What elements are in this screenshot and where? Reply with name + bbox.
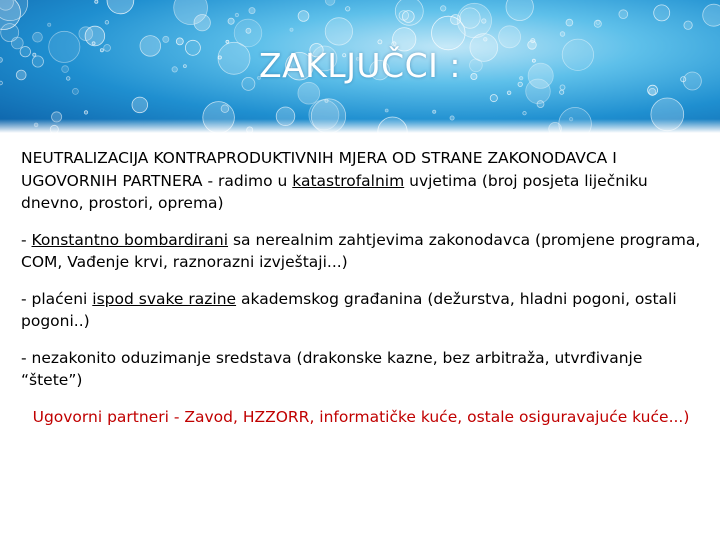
bubble [484,38,488,42]
bubble [235,13,238,16]
bubble [402,11,414,23]
bubble [499,26,521,48]
bubble [226,40,229,43]
paragraph-placeni [21,288,701,333]
bubble [490,95,497,102]
bubble [132,97,148,113]
bubble [298,11,309,22]
paragraph-neutralizacija [21,147,701,215]
bubble [523,112,526,115]
bubble [105,21,109,25]
paragraph-text: uvjetima (broj posjeta liječniku dnevno, prostori, oprema) [21,171,648,212]
header-fade [0,119,720,133]
slide-title: ZAKLJUČCI : [258,46,462,85]
paragraph-text: - [21,230,32,249]
underlined-text: ispod svake razine [92,289,237,308]
bubble [290,28,293,31]
bubble [506,0,533,21]
bubble [33,32,43,42]
bubble [703,4,720,26]
paragraph-bombardirani [21,229,701,274]
bubble [594,20,601,27]
bubble [176,38,183,45]
bubble [92,42,95,45]
paragraph-text: - nezakonito oduzimanje sredstava (drakonske kazne, bez arbitraža, utvrđivanje “štete”) [21,348,643,389]
bubble [378,40,382,44]
underlined-text: Konstantno bombardirani [31,230,229,249]
bubble [684,21,692,29]
bubble [560,90,564,94]
bubble [163,36,169,42]
bubble [566,19,573,26]
slide-body [21,147,701,442]
bubble [385,109,388,112]
paragraph-text: sa nerealnim zahtjevima zakonodavca (promjene programa, COM, Vađenje krvi, raznorazni izvještaji...) [21,230,701,271]
bubble [79,27,93,41]
bubble [560,85,565,90]
bubble [619,10,628,19]
header-water-bubbles-banner [0,0,720,133]
bubble [531,39,535,43]
bubble [234,19,262,47]
bubble [249,8,255,14]
bubble [72,88,78,94]
paragraph-text: NEUTRALIZACIJA KONTRAPRODUKTIVNIH MJERA OD STRANE ZAKONODAVCA I UGOVORNIH PARTNERA - radimo u [21,149,617,190]
bubble [325,18,352,45]
bubble [325,99,328,102]
bubble [325,0,335,5]
paragraph-text: - plaćeni [21,289,93,308]
bubble [228,18,234,24]
bubble [560,32,565,37]
bubble [441,6,446,11]
bubble [107,0,134,14]
bubble [649,88,656,95]
bubble [654,5,670,21]
bubble [0,0,20,29]
bubble [433,110,436,113]
bubble [95,0,98,3]
closing-statement: Ugovorni partneri - Zavod, HZZORR, informatičke kuće, ostale osiguravajuće kuće...) [32,407,690,426]
paragraph-text: akademskog građanina (dežurstva, hladni pogoni, ostali pogoni..) [21,289,677,330]
paragraph-oduzimanje [21,347,701,392]
bubble [84,111,87,114]
bubble [451,15,461,25]
bubble [298,82,320,104]
bubble [507,91,511,95]
bubble [48,23,51,26]
bubble [346,7,350,11]
underlined-text: katastrofalnim [292,171,405,190]
